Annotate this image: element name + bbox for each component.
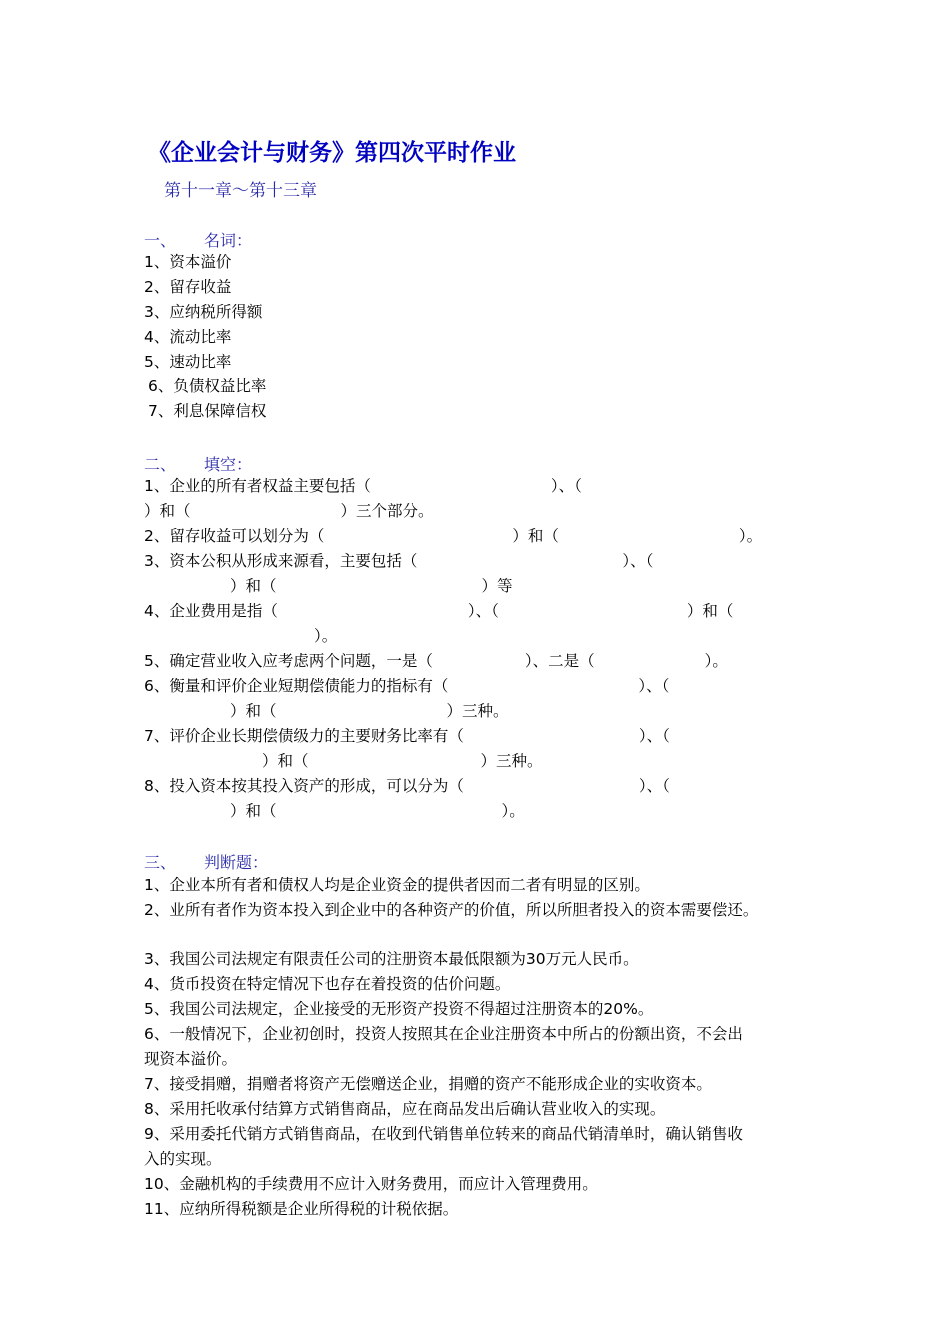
term-item: 6、负债权益比率 [148, 377, 267, 395]
section-title: 名词： [204, 231, 253, 250]
judge-item: 4、货币投资在特定情况下也存在着投资的估价问题。 [144, 975, 511, 993]
section-title: 填空： [204, 455, 253, 474]
fill-question-1: 1、企业的所有者权益主要包括（ ）、（ [144, 477, 582, 495]
term-item: 5、速动比率 [144, 353, 232, 371]
judge-item-cont: 入的实现。 [144, 1150, 222, 1168]
fill-question-1-cont: ）和（ ）三个部分。 [144, 502, 434, 520]
fill-question-4: 4、企业费用是指（ ）、（ ）和（ [144, 602, 734, 620]
fill-question-4-cont: ）。 [314, 627, 338, 645]
fill-question-8: 8、投入资本按其投入资产的形成，可以分为（ ）、（ [144, 777, 670, 795]
fill-question-6: 6、衡量和评价企业短期偿债能力的指标有（ ）、（ [144, 677, 670, 695]
term-item: 3、应纳税所得额 [144, 303, 263, 321]
judge-item: 8、采用托收承付结算方式销售商品，应在商品发出后确认营业收入的实现。 [144, 1100, 666, 1118]
term-item: 7、利息保障信权 [148, 402, 267, 420]
term-item: 1、资本溢价 [144, 253, 232, 271]
judge-item: 3、我国公司法规定有限责任公司的注册资本最低限额为30万元人民币。 [144, 950, 639, 968]
section-number: 一、 [144, 231, 177, 250]
fill-question-5: 5、确定营业收入应考虑两个问题，一是（ ）、二是（ ）。 [144, 652, 728, 670]
judge-item: 1、企业本所有者和债权人均是企业资金的提供者因而二者有明显的区别。 [144, 876, 650, 894]
section-number: 二、 [144, 455, 177, 474]
term-item: 4、流动比率 [144, 328, 232, 346]
judge-item: 2、业所有者作为资本投入到企业中的各种资产的价值，所以所胆者投入的资本需要偿还。 [144, 901, 759, 919]
section-heading-terms [144, 228, 252, 251]
judge-item: 9、采用委托代销方式销售商品，在收到代销售单位转来的商品代销清单时，确认销售收 [144, 1125, 743, 1143]
section-title: 判断题： [204, 853, 269, 872]
fill-question-8-cont: ）和（ ）。 [230, 802, 525, 820]
judge-item: 10、金融机构的手续费用不应计入财务费用，而应计入管理费用。 [144, 1175, 598, 1193]
page-subtitle: 第十一章～第十三章 [164, 181, 317, 201]
judge-item: 7、接受捐赠，捐赠者将资产无偿赠送企业，捐赠的资产不能形成企业的实收资本。 [144, 1075, 712, 1093]
term-item: 2、留存收益 [144, 278, 232, 296]
fill-question-3: 3、资本公积从形成来源看，主要包括（ ）、（ [144, 552, 654, 570]
fill-question-6-cont: ）和（ ）三种。 [230, 702, 509, 720]
section-heading-fill [144, 452, 252, 475]
section-number: 三、 [144, 853, 177, 872]
fill-question-7-cont: ）和（ ）三种。 [262, 752, 543, 770]
judge-item: 6、一般情况下，企业初创时，投资人按照其在企业注册资本中所占的份额出资，不会出 [144, 1025, 743, 1043]
fill-question-2: 2、留存收益可以划分为（ ）和（ ）。 [144, 527, 763, 545]
judge-item: 5、我国公司法规定，企业接受的无形资产投资不得超过注册资本的20%。 [144, 1000, 654, 1018]
judge-item-cont: 现资本溢价。 [144, 1050, 238, 1068]
section-heading-judge [144, 850, 268, 873]
page-title: 《企业会计与财务》第四次平时作业 [148, 139, 516, 166]
judge-item: 11、应纳所得税额是企业所得税的计税依据。 [144, 1200, 459, 1218]
fill-question-7: 7、评价企业长期偿债级力的主要财务比率有（ ）、（ [144, 727, 670, 745]
fill-question-3-cont: ）和（ ）等 [230, 577, 513, 595]
